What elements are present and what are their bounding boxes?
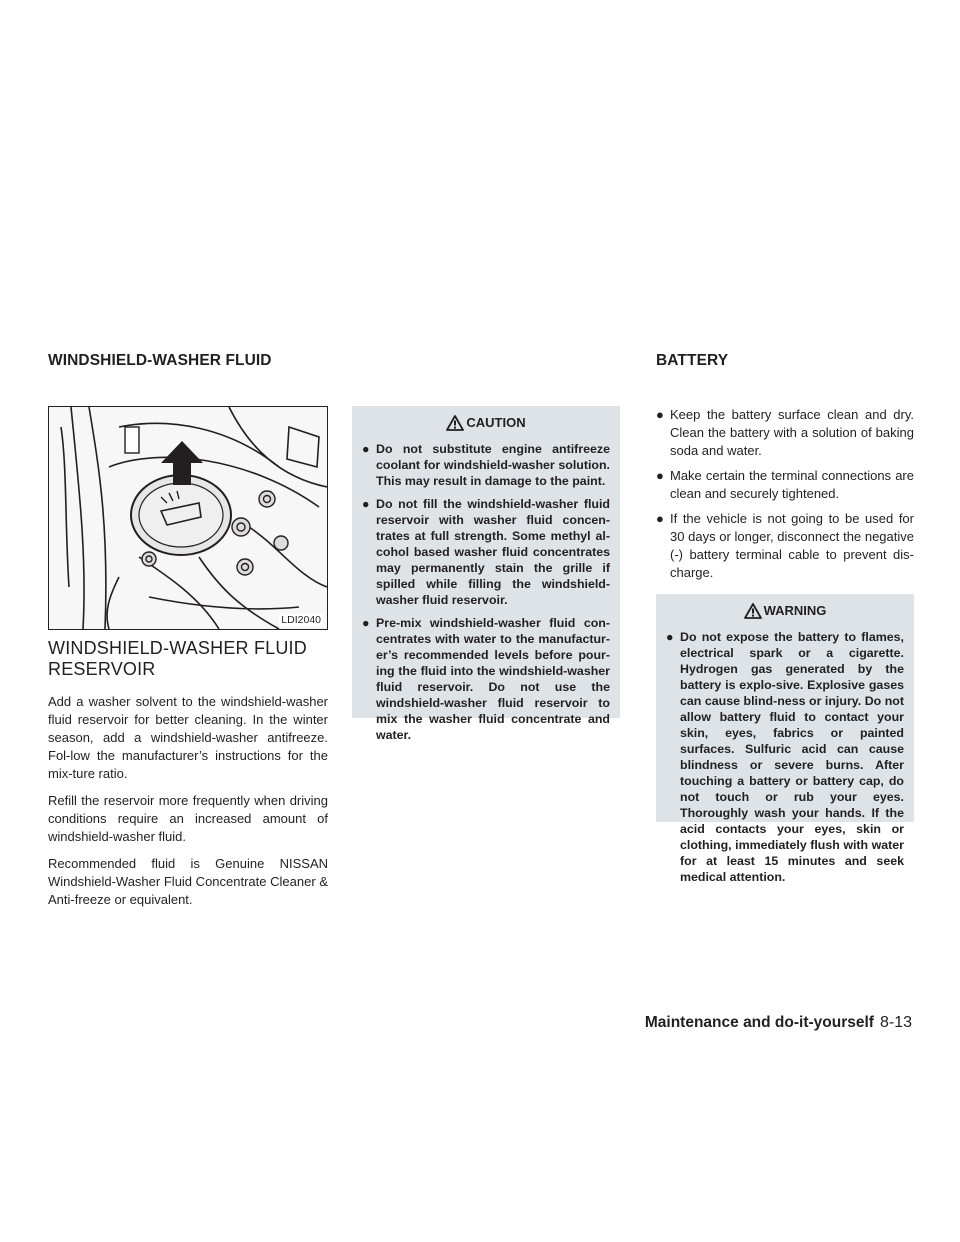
page-footer [645, 1014, 912, 1032]
footer-section-title: Maintenance and do-it-yourself [644, 1014, 874, 1031]
reservoir-paragraph: Add a washer solvent to the windshield-washer fluid reservoir for better cleaning. In the winter season, add a windshield-washer antifreeze. Fol-low the manufacturer’s instructions for the mix-ture ratio. [48, 694, 328, 781]
page-number: 8-13 [879, 1014, 912, 1031]
section-heading-washer-fluid: WINDSHIELD-WASHER FLUID [48, 352, 272, 369]
bullet: ● [656, 468, 664, 483]
column-right [656, 406, 914, 884]
caution-item-text: Pre-mix windshield-washer fluid con-centrates with water to the manufactur-er’s recommended levels before pour-ing the fluid into the windshield-washer fluid reservoir. Do not use the windshield-washer fluid reservoir to mix the washer fluid concentrate and water. [376, 616, 610, 742]
battery-item-text: Make certain the terminal connections are clean and securely tightened. [670, 468, 914, 501]
bullet: ● [362, 497, 370, 511]
reservoir-title [48, 638, 328, 680]
caution-item-text: Do not substitute engine antifreeze coolant for windshield-washer solution. This may result in damage to the paint. [376, 442, 610, 488]
warning-list [666, 629, 904, 885]
column-left [48, 406, 328, 918]
figure-label: LDI2040 [281, 614, 321, 626]
bullet: ● [656, 407, 664, 422]
bullet: ● [362, 442, 370, 456]
warning-header [666, 603, 904, 619]
caution-item-text: Do not fill the windshield-washer fluid reservoir with washer fluid concen-trates at full strength. Some methyl al-cohol based washer fluid concentrates may permanently stain the grille if spilled while filling the windshield-washer fluid reservoir. [376, 497, 610, 607]
section-heading-battery: BATTERY [656, 352, 729, 369]
caution-header [362, 415, 610, 431]
bullet: ● [666, 630, 674, 644]
bullet: ● [656, 511, 664, 526]
caution-title: CAUTION [466, 415, 526, 430]
warning-item [666, 629, 904, 885]
bullet: ● [362, 616, 370, 630]
reservoir-section [48, 638, 328, 909]
battery-item-text: Keep the battery surface clean and dry. Clean the battery with a solution of baking soda and water. [670, 407, 914, 458]
reservoir-paragraph: Refill the reservoir more frequently when driving conditions require an increased amount of windshield-washer fluid. [48, 793, 328, 844]
battery-list [656, 406, 914, 582]
caution-item [362, 496, 610, 608]
caution-item [362, 615, 610, 743]
warning-triangle-icon [744, 603, 762, 619]
reservoir-title-line1: WINDSHIELD-WASHER FLUID [48, 638, 307, 658]
battery-item [656, 406, 914, 460]
caution-list [362, 441, 610, 743]
caution-item [362, 441, 610, 489]
reservoir-title-line2: RESERVOIR [48, 659, 156, 679]
caution-box [352, 406, 620, 742]
warning-title: WARNING [763, 603, 827, 618]
engine-figure [48, 406, 328, 630]
warning-triangle-icon [446, 415, 464, 431]
warning-item-text: Do not expose the battery to flames, electrical spark or a cigarette. Hydrogen gas generated by the battery is explo-sive. Explosive gases can cause blind-ness or injury. Do not allow battery fluid to contact your skin, eyes, fabrics or painted surfaces. Sulfuric acid can cause blindness or severe burns. After touching a battery or battery cap, do not touch or rub your eyes. Thoroughly wash your hands. If the acid contacts your eyes, skin or clothing, immediately flush with water for at least 15 minutes and seek medical attention. [680, 630, 904, 884]
reservoir-paragraph: Recommended fluid is Genuine NISSAN Windshield-Washer Fluid Concentrate Cleaner & Anti-freeze or equivalent. [48, 856, 328, 907]
battery-item-text: If the vehicle is not going to be used for 30 days or longer, disconnect the negative (-) battery terminal cable to prevent dis-charge. [670, 511, 914, 580]
washer-reservoir-illustration [49, 407, 327, 629]
battery-item [656, 467, 914, 503]
warning-box [656, 594, 914, 884]
battery-item [656, 510, 914, 582]
